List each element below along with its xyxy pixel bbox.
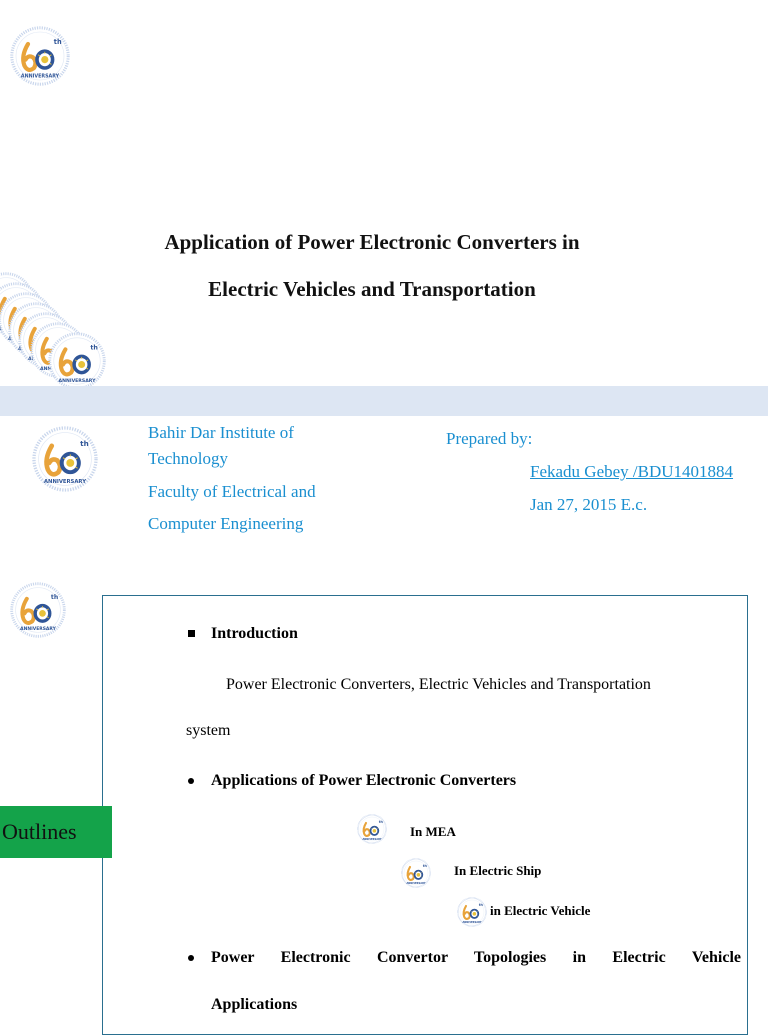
anniversary-logo-info [32,426,98,492]
logo-60th-icon [452,897,492,927]
logo-60th-icon [48,332,106,390]
faculty-name [148,480,316,536]
sub-item-logo-mea [352,814,392,844]
square-bullet-icon [188,630,195,637]
logo-60th-icon [396,858,436,888]
anniversary-logo-top [10,26,70,86]
round-bullet-icon [188,778,194,784]
logo-60th-icon [32,426,98,492]
blue-divider-band [0,386,768,416]
topologies-heading-line1: Power Electronic Convertor Topologies in Electric Vehicle [211,949,741,966]
outlines-tab: Outlines [0,806,112,858]
logo-60th-icon [10,582,66,638]
institute-line1: Bahir Dar Institute of [148,423,294,442]
slide-title-line2: Electric Vehicles and Transportation [208,277,536,301]
intro-heading: Introduction [211,625,298,642]
applications-heading: Applications of Power Electronic Converters [211,772,517,789]
sub-item-mea: In MEA [410,824,456,839]
presentation-date: Jan 27, 2015 E.c. [530,495,648,514]
faculty-line2: Computer Engineering [148,514,304,533]
cascade-logo-7 [48,332,106,390]
slide-title-line1: Application of Power Electronic Converters in [164,230,580,254]
faculty-line1: Faculty of Electrical and [148,482,316,501]
sub-item-electric-vehicle: in Electric Vehicle [490,903,591,918]
institute-line2: Technology [148,449,229,468]
round-bullet-icon [188,955,194,961]
outline-content-box [102,595,748,1035]
prepared-by-label: Prepared by: [446,429,533,448]
anniversary-logo-slide2 [10,582,66,638]
sub-item-electric-ship: In Electric Ship [454,863,542,878]
topologies-heading-line2: Applications [211,996,298,1013]
logo-60th-icon [10,26,70,86]
author-link[interactable]: Fekadu Gebey /BDU1401884 [530,462,734,481]
sub-item-logo-ship [396,858,436,888]
intro-description-line1: Power Electronic Converters, Electric Vehicles and Transportation [226,676,651,693]
institute-name [148,421,294,471]
logo-60th-icon [352,814,392,844]
intro-description-line2: system [186,722,231,739]
sub-item-logo-vehicle [452,897,492,927]
